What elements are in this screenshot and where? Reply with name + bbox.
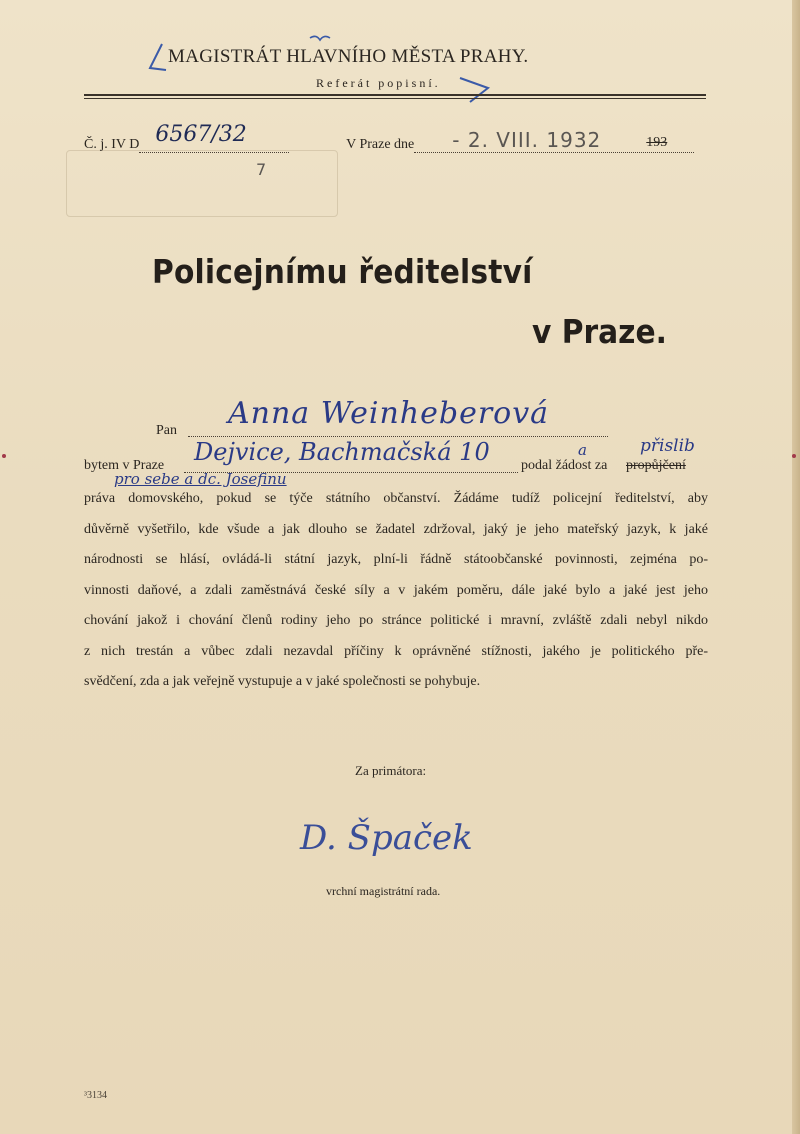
body-line: svědčení, zda a jak veřejně vystupuje a v jaké společnosti se pohybuje. [84, 674, 481, 689]
department-heading: Referát popisní. [316, 76, 441, 90]
applicant-name: Anna Weinheberová [228, 396, 550, 431]
date-stamp: - 2. VIII. 1932 [452, 128, 602, 152]
date-field [414, 128, 694, 153]
cj-number: 6567/32 [155, 122, 247, 147]
filed-text: podal žádost za [521, 458, 608, 473]
grant-printed: propůjčení [626, 458, 686, 473]
pin-mark [2, 454, 6, 458]
signature-handwritten: D. Špaček [300, 818, 473, 858]
pan-label: Pan [156, 423, 177, 438]
body-line: důvěrně vyšetřilo, kde všude a jak dlouho se žadatel zdržoval, jaký je jeho mateřský jazyk, k jaké [84, 521, 708, 537]
family-note: pro sebe a dc. Josefinu [114, 470, 287, 488]
cj-field [139, 122, 289, 153]
form-number: ³3134 [84, 1090, 107, 1101]
reference-line [84, 122, 694, 153]
za-primatora: Za primátora: [355, 763, 427, 778]
paper-edge [792, 0, 800, 1134]
faded-stamp [66, 150, 338, 217]
body-line: vinnosti daňové, a zdali zaměstnává české síly a v jakém poměru, dále jaké bylo a jaké jest jeho [84, 582, 708, 598]
body-line: práva domovského, pokud se týče státního občanství. Žádáme tudíž policejní ředitelství, aby [84, 491, 708, 506]
addressee-line-1: Policejnímu ředitelství [152, 252, 533, 291]
filed-a-mark: a [578, 441, 587, 459]
request-body [84, 484, 708, 698]
body-line: chování jakož i chování členů rodiny jeho po stránce politické i mravní, zvláště zdali nebyl nikdo [84, 613, 708, 628]
addressee-line-2: v Praze. [532, 312, 667, 351]
cj-extra-mark: 7 [256, 160, 267, 179]
pin-mark [792, 454, 796, 458]
cj-label: Č. j. IV D [84, 137, 140, 152]
grant-handwritten: přislib [640, 436, 695, 456]
printed-year: 193 [646, 135, 668, 150]
residence-value: Dejvice, Bachmačská 10 [194, 438, 490, 466]
authority-heading: MAGISTRÁT HLAVNÍHO MĚSTA PRAHY. [168, 46, 529, 67]
body-line: z nich trestán a vůbec zdali nezavdal příčiny k oprávněné stížnosti, jakého je politického pře- [84, 643, 708, 659]
residence-label: bytem v Praze [84, 458, 165, 473]
body-line: národnosti se hlásí, ovládá-li státní jazyk, plní-li řádně státoobčanské povinnosti, zejména po- [84, 552, 708, 567]
signatory-title: vrchní magistrátní rada. [326, 884, 441, 898]
header-rule-thin [84, 98, 706, 99]
header-rule [84, 94, 706, 96]
place-label: V Praze dne [346, 137, 415, 152]
